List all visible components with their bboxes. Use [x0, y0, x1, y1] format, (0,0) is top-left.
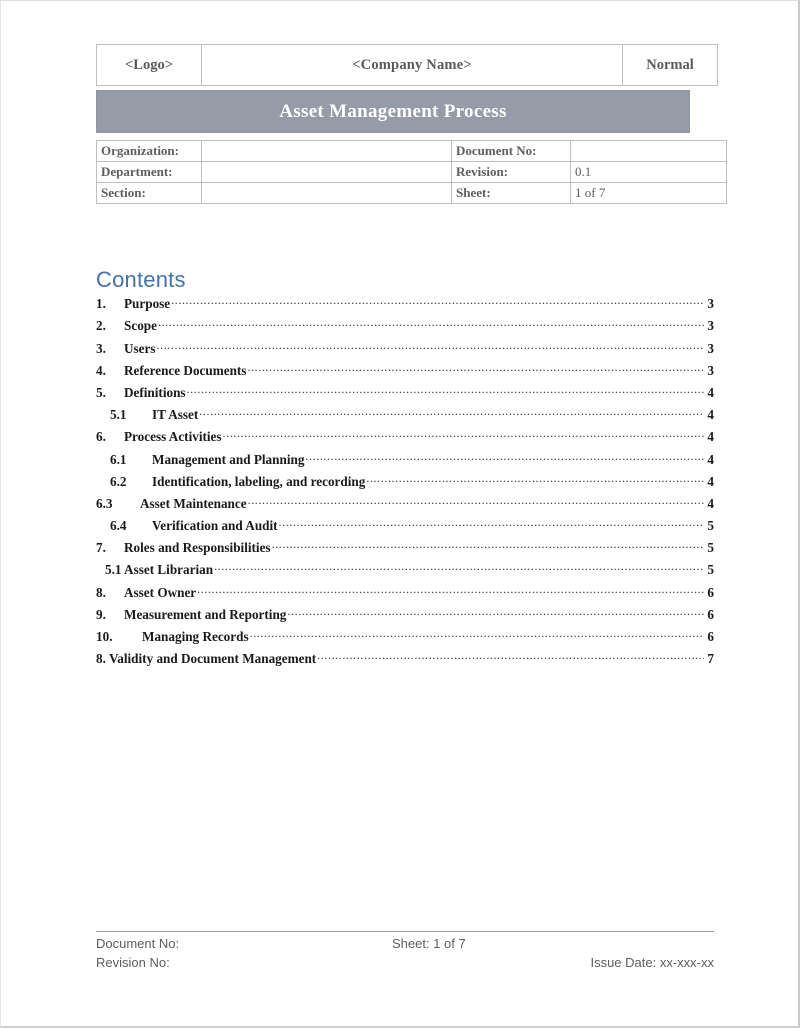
- document-no-value[interactable]: [571, 141, 727, 162]
- toc-entry[interactable]: [96, 561, 714, 583]
- toc-entry-label: Roles and Responsibilities: [124, 540, 271, 556]
- company-name-cell: <Company Name>: [202, 45, 623, 86]
- toc-entry-page: 4: [707, 495, 714, 511]
- toc-entry[interactable]: [96, 628, 714, 650]
- toc-entry-page: 3: [707, 362, 714, 378]
- toc-entry[interactable]: [96, 384, 714, 406]
- toc-entry[interactable]: [96, 450, 714, 472]
- table-of-contents: [96, 295, 714, 672]
- toc-leader-dots: [199, 406, 704, 419]
- toc-leader-dots: [214, 561, 704, 574]
- sheet-value[interactable]: 1 of 7: [571, 183, 727, 204]
- toc-entry[interactable]: [96, 295, 714, 317]
- toc-leader-dots: [187, 384, 705, 397]
- toc-leader-dots: [287, 606, 704, 619]
- toc-entry-number: 6.: [96, 429, 106, 445]
- toc-entry-page: 6: [707, 584, 714, 600]
- toc-leader-dots: [305, 450, 704, 463]
- footer-document-no: Document No:: [96, 936, 180, 951]
- toc-entry-label: Identification, labeling, and recording: [152, 473, 366, 489]
- toc-entry-label: Process Activities: [124, 429, 222, 445]
- header-row: [97, 45, 718, 86]
- toc-entry-page: 4: [707, 407, 714, 423]
- organization-value[interactable]: [202, 141, 452, 162]
- toc-entry-page: 4: [707, 473, 714, 489]
- toc-leader-dots: [197, 583, 704, 596]
- toc-entry-page: 3: [707, 340, 714, 356]
- toc-leader-dots: [247, 362, 704, 375]
- toc-entry[interactable]: [96, 362, 714, 384]
- toc-entry-label: Verification and Audit: [152, 518, 278, 534]
- toc-entry-page: 7: [707, 651, 714, 667]
- toc-entry-page: 4: [707, 429, 714, 445]
- table-row: [97, 183, 727, 204]
- toc-entry[interactable]: [96, 428, 714, 450]
- footer-line-bottom: [96, 954, 714, 973]
- department-value[interactable]: [202, 162, 452, 183]
- sheet-label: Sheet:: [452, 183, 571, 204]
- toc-entry-page: 3: [707, 318, 714, 334]
- contents-heading: Contents: [96, 267, 186, 292]
- footer-divider: [96, 931, 714, 932]
- toc-entry-label: Scope: [124, 318, 157, 334]
- toc-entry-number: 6.3: [96, 495, 113, 511]
- toc-leader-dots: [272, 539, 705, 552]
- toc-leader-dots: [250, 628, 705, 641]
- footer-issue-date: Issue Date: xx-xxx-xx: [590, 954, 714, 970]
- table-row: [97, 141, 727, 162]
- toc-entry-number: 1.: [96, 296, 106, 312]
- toc-leader-dots: [171, 295, 704, 308]
- toc-entry-label: Definitions: [124, 384, 186, 400]
- document-header-table: [96, 44, 718, 86]
- toc-entry[interactable]: [96, 473, 714, 495]
- toc-entry-page: 6: [707, 606, 714, 622]
- toc-leader-dots: [317, 650, 704, 663]
- document-no-label: Document No:: [452, 141, 571, 162]
- toc-entry-number: 6.1: [110, 451, 127, 467]
- organization-label: Organization:: [97, 141, 202, 162]
- toc-entry-page: 5: [707, 540, 714, 556]
- revision-value[interactable]: 0.1: [571, 162, 727, 183]
- toc-entry-label: Asset Maintenance: [140, 495, 247, 511]
- toc-leader-dots: [157, 339, 705, 352]
- toc-entry-number: 5.: [96, 384, 106, 400]
- toc-entry[interactable]: [96, 517, 714, 539]
- toc-leader-dots: [248, 495, 705, 508]
- toc-entry-number: 2.: [96, 318, 106, 334]
- toc-entry[interactable]: [96, 583, 714, 605]
- toc-entry-page: 4: [707, 451, 714, 467]
- toc-entry-page: 5: [707, 562, 714, 578]
- toc-entry-number: 6.2: [110, 473, 127, 489]
- toc-entry[interactable]: [96, 317, 714, 339]
- footer-sheet: Sheet: 1 of 7: [392, 936, 466, 951]
- toc-entry-number: 3.: [96, 340, 106, 356]
- toc-entry[interactable]: [96, 339, 714, 361]
- section-value[interactable]: [202, 183, 452, 204]
- toc-entry-number: 6.4: [110, 518, 127, 534]
- toc-entry[interactable]: [96, 650, 714, 672]
- toc-entry-number: 7.: [96, 540, 106, 556]
- toc-entry-label: Purpose: [124, 296, 171, 312]
- toc-entry-page: 5: [707, 518, 714, 534]
- logo-placeholder-cell: <Logo>: [97, 45, 202, 86]
- toc-entry-label: Asset Owner: [124, 584, 197, 600]
- document-footer: [96, 935, 714, 972]
- footer-revision-no: Revision No:: [96, 954, 170, 970]
- toc-entry-page: 3: [707, 296, 714, 312]
- toc-entry-label: Users: [124, 340, 156, 356]
- toc-leader-dots: [158, 317, 704, 330]
- classification-cell: Normal: [623, 45, 718, 86]
- toc-leader-dots: [366, 473, 704, 486]
- section-label: Section:: [97, 183, 202, 204]
- toc-entry-number: 9.: [96, 606, 106, 622]
- document-title-banner: Asset Management Process: [96, 90, 690, 133]
- toc-entry-number: 8.: [96, 584, 106, 600]
- toc-entry[interactable]: [96, 495, 714, 517]
- toc-entry-label: Measurement and Reporting: [124, 606, 287, 622]
- toc-entry-page: 4: [707, 384, 714, 400]
- toc-leader-dots: [279, 517, 705, 530]
- toc-entry-label: IT Asset: [152, 407, 199, 423]
- toc-entry[interactable]: [96, 606, 714, 628]
- department-label: Department:: [97, 162, 202, 183]
- toc-entry[interactable]: [96, 406, 714, 428]
- toc-entry-label: 8. Validity and Document Management: [96, 651, 317, 667]
- toc-entry-label: Reference Documents: [124, 362, 247, 378]
- toc-leader-dots: [223, 428, 705, 441]
- table-row: [97, 162, 727, 183]
- document-info-table: [96, 140, 727, 204]
- toc-entry-number: 5.1: [110, 407, 127, 423]
- toc-entry-page: 6: [707, 629, 714, 644]
- toc-entry-label: Managing Records: [142, 629, 249, 644]
- toc-entry-label: Management and Planning: [152, 451, 305, 467]
- revision-label: Revision:: [452, 162, 571, 183]
- footer-line-top: [96, 935, 714, 954]
- toc-entry-label: 5.1 Asset Librarian: [105, 562, 214, 578]
- toc-entry-number: 10.: [96, 629, 113, 644]
- toc-entry[interactable]: [96, 539, 714, 561]
- toc-entry-number: 4.: [96, 362, 106, 378]
